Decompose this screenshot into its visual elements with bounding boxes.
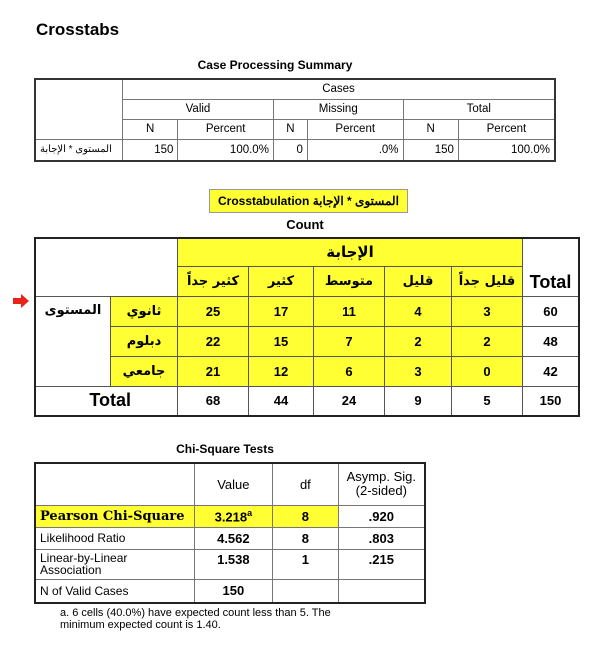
row-total: 48 <box>523 326 580 356</box>
total-header: Total <box>523 238 580 296</box>
count-label: Count <box>286 217 324 232</box>
arrow-marker-icon <box>13 293 29 311</box>
percent-header: Percent <box>178 119 274 139</box>
crosstab-title: Crosstabulation المستوى * الإجابة <box>209 189 408 213</box>
total-n: 150 <box>403 139 458 161</box>
case-summary-table <box>34 78 556 162</box>
likelihood-sig: .803 <box>338 527 425 549</box>
missing-header: Missing <box>273 99 403 119</box>
cell: 4 <box>385 296 452 326</box>
chi-square-title: Chi-Square Tests <box>176 442 274 456</box>
cell: 17 <box>249 296 314 326</box>
cell: 12 <box>249 356 314 386</box>
col-total: 68 <box>178 386 249 416</box>
n-header: N <box>273 119 307 139</box>
cell: 25 <box>178 296 249 326</box>
total-header: Total <box>403 99 555 119</box>
chi-square-footnote: a. 6 cells (40.0%) have expected count less than 5. The minimum expected count is 1.40. <box>60 607 331 631</box>
total-row-header: Total <box>35 386 178 416</box>
pearson-value <box>194 505 273 527</box>
row-label: المستوى * الإجابة <box>35 139 123 161</box>
corner-cell <box>35 79 123 139</box>
missing-percent: .0% <box>307 139 403 161</box>
col-header: متوسط <box>314 266 385 296</box>
page-title: Crosstabs <box>36 20 120 39</box>
n-valid-sig <box>338 579 425 603</box>
likelihood-value: 4.562 <box>194 527 273 549</box>
cell: 2 <box>385 326 452 356</box>
row-total: 60 <box>523 296 580 326</box>
cell: 3 <box>385 356 452 386</box>
corner-cell <box>35 238 178 296</box>
pearson-df: 8 <box>273 505 338 527</box>
col-header: قليل جداً <box>452 266 523 296</box>
total-percent: 100.0% <box>458 139 555 161</box>
cell: 11 <box>314 296 385 326</box>
percent-header: Percent <box>458 119 555 139</box>
linear-value: 1.538 <box>194 549 273 579</box>
row-total: 42 <box>523 356 580 386</box>
pearson-value-number: 3.218 <box>214 509 248 525</box>
sig-header: Asymp. Sig. (2-sided) <box>338 463 425 505</box>
row-header: جامعي <box>111 356 178 386</box>
cell: 0 <box>452 356 523 386</box>
n-valid-value: 150 <box>194 579 273 603</box>
col-total: 5 <box>452 386 523 416</box>
likelihood-df: 8 <box>273 527 338 549</box>
n-header: N <box>403 119 458 139</box>
cell: 3 <box>452 296 523 326</box>
col-header: قليل <box>385 266 452 296</box>
row-group-header: المستوى <box>35 296 111 386</box>
footnote-marker: a <box>247 507 253 518</box>
missing-n: 0 <box>273 139 307 161</box>
likelihood-label: Likelihood Ratio <box>35 527 194 549</box>
col-total: 9 <box>385 386 452 416</box>
cell: 2 <box>452 326 523 356</box>
linear-label: Linear-by-Linear Association <box>35 549 194 579</box>
cell: 7 <box>314 326 385 356</box>
col-total: 24 <box>314 386 385 416</box>
col-header: كثير جداً <box>178 266 249 296</box>
case-summary-title: Case Processing Summary <box>197 58 353 72</box>
pearson-sig: .920 <box>338 505 425 527</box>
pearson-label: Pearson Chi-Square <box>35 505 194 527</box>
grand-total: 150 <box>523 386 580 416</box>
col-group-header: الإجابة <box>178 238 523 266</box>
n-valid-df <box>273 579 338 603</box>
linear-sig: .215 <box>338 549 425 579</box>
chi-square-table <box>34 462 426 604</box>
cell: 22 <box>178 326 249 356</box>
linear-df: 1 <box>273 549 338 579</box>
cell: 15 <box>249 326 314 356</box>
crosstab-table <box>34 237 580 417</box>
n-valid-label: N of Valid Cases <box>35 579 194 603</box>
col-total: 44 <box>249 386 314 416</box>
valid-header: Valid <box>123 99 274 119</box>
row-header: دبلوم <box>111 326 178 356</box>
valid-percent: 100.0% <box>178 139 274 161</box>
valid-n: 150 <box>123 139 178 161</box>
col-header: كثير <box>249 266 314 296</box>
row-header: ثانوي <box>111 296 178 326</box>
percent-header: Percent <box>307 119 403 139</box>
cell: 6 <box>314 356 385 386</box>
cases-header: Cases <box>123 79 556 99</box>
df-header: df <box>273 463 338 505</box>
n-header: N <box>123 119 178 139</box>
cell: 21 <box>178 356 249 386</box>
corner-cell <box>35 463 194 505</box>
value-header: Value <box>194 463 273 505</box>
